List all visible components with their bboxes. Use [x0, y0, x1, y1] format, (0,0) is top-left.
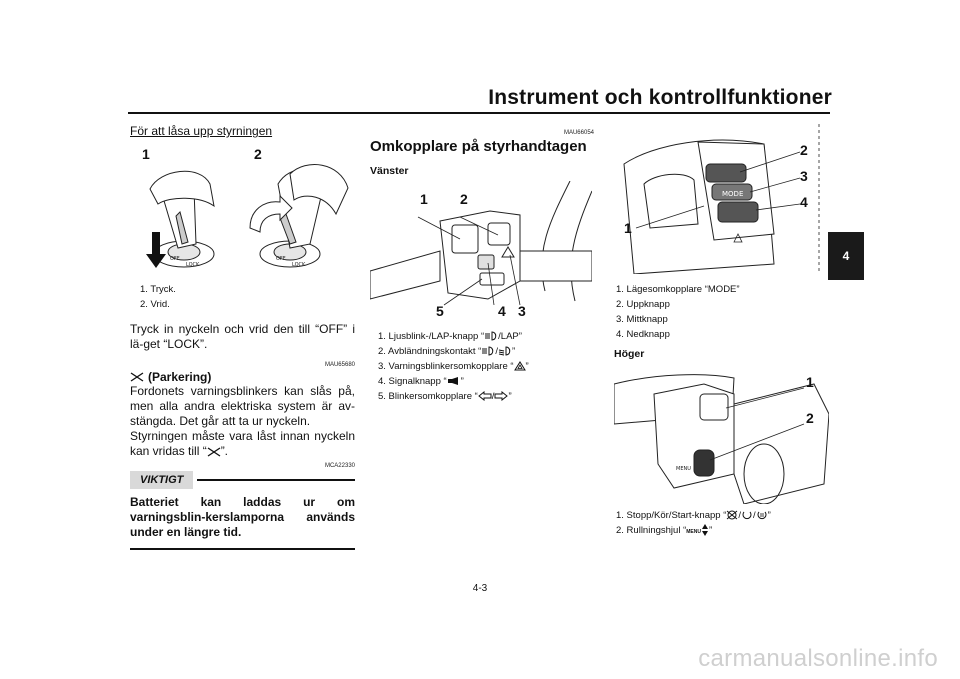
- engine-start-icon: [756, 510, 768, 520]
- caption-item: 2. Rullningshjul “MENU ”: [616, 525, 713, 536]
- right-switch-captions: [616, 508, 830, 540]
- caption-item: 1. Lägesomkopplare “MODE”: [616, 284, 740, 295]
- callout-2: 2: [460, 191, 468, 207]
- header-rule: [128, 112, 830, 114]
- steering-text-before: Styrningen måste vara låst innan nyckeln kan vridas till “: [130, 429, 355, 458]
- callout-1: 1: [806, 374, 814, 390]
- key-figure-captions: [140, 282, 355, 312]
- reference-code: MAU66054: [563, 130, 594, 136]
- notice-rule: [197, 479, 355, 481]
- callout-5: 5: [436, 303, 444, 319]
- left-switch-illustration: [370, 181, 592, 321]
- scroll-wheel-icon: [701, 524, 709, 536]
- caption-item: 5. Blinkersomkopplare “ / ”: [378, 391, 512, 402]
- steering-text-after: ”.: [220, 444, 229, 458]
- caption-item: 1. Stopp/Kör/Start-knapp “ / / ”: [616, 510, 771, 521]
- caption-item: 4. Nedknapp: [616, 329, 670, 340]
- caption-item: 2. Uppknapp: [616, 299, 670, 310]
- lock-text: LOCK: [186, 262, 200, 268]
- callout-1: 1: [142, 146, 150, 162]
- steering-lock-text: [130, 429, 355, 459]
- parking-icon: [207, 447, 221, 457]
- right-switch-illustration: [614, 364, 829, 504]
- mode-text: MODE: [722, 190, 744, 198]
- notice-bottom-rule: [130, 548, 355, 550]
- callout-4: 4: [498, 303, 506, 319]
- key-illustration: [130, 144, 355, 274]
- parking-label: (Parkering): [148, 370, 212, 384]
- callout-3: 3: [800, 168, 808, 184]
- low-beam-icon: [498, 346, 512, 356]
- caption-item: 1. Tryck.: [140, 284, 176, 295]
- unlock-steering-subheading: För att låsa upp styrningen: [130, 124, 273, 138]
- right-switch-figure: [614, 364, 829, 504]
- page-header-title: Instrument och kontrollfunktioner: [488, 86, 832, 109]
- horn-icon: [447, 376, 461, 386]
- off-text-2: OFF: [276, 256, 286, 262]
- caption-item: 1. Ljusblink-/LAP-knapp “ /LAP”: [378, 331, 522, 342]
- callout-3: 3: [518, 303, 526, 319]
- middle-column: [370, 120, 594, 404]
- mode-switch-illustration: [614, 124, 829, 274]
- left-switch-figure: [370, 181, 592, 321]
- notice-badge: VIKTIGT: [130, 471, 193, 489]
- key-figure: [130, 144, 355, 274]
- caption-item: 3. Varningsblinkersomkopplare “ ”: [378, 361, 529, 372]
- parking-icon: [130, 372, 144, 382]
- callout-2: 2: [800, 142, 808, 158]
- notice-text: Batteriet kan laddas ur om varningsblin-kerslamporna används under en längre tid.: [130, 495, 355, 539]
- engine-run-icon: [741, 510, 753, 520]
- caption-item: 3. Mittknapp: [616, 314, 668, 325]
- turn-left-icon: [478, 391, 492, 401]
- menu-text: MENU: [676, 466, 691, 472]
- left-switch-captions: [378, 329, 594, 404]
- parking-heading: [130, 370, 355, 384]
- high-beam-icon: [484, 331, 498, 341]
- right-column: [614, 120, 830, 540]
- callout-1: 1: [420, 191, 428, 207]
- callout-4: 4: [800, 194, 808, 210]
- page-number: 4-3: [472, 583, 488, 594]
- turn-right-icon: [494, 391, 508, 401]
- callout-2: 2: [806, 410, 814, 426]
- hazard-icon: [514, 361, 526, 371]
- left-column: [130, 120, 355, 550]
- menu-wheel-label: MENU: [686, 529, 701, 535]
- lock-text-2: LOCK: [292, 262, 306, 268]
- instruction-text: Tryck in nyckeln och vrid den till “OFF” i lä-get “LOCK”.: [130, 322, 355, 351]
- mode-switch-captions: [616, 282, 830, 342]
- parking-description: Fordonets varningsblinkers kan slås på, men alla andra elektriska system är av-stängda. Det går att ta ur nyckeln.: [130, 384, 355, 428]
- high-beam-icon: [481, 346, 495, 356]
- off-text: OFF: [170, 256, 180, 262]
- notice-header: [130, 471, 355, 489]
- section-tab: 4: [828, 232, 864, 280]
- right-subheading: Höger: [614, 348, 645, 360]
- switches-heading: Omkopplare på styrhandtagen: [370, 138, 587, 155]
- caption-item: 4. Signalknapp “ ”: [378, 376, 464, 387]
- reference-code: MCA22330: [324, 463, 355, 469]
- engine-stop-icon: [726, 510, 738, 520]
- watermark: carmanualsonline.info: [698, 645, 938, 672]
- callout-2: 2: [254, 146, 262, 162]
- mode-switch-figure: [614, 124, 829, 274]
- caption-item: 2. Vrid.: [140, 299, 170, 310]
- callout-1: 1: [624, 220, 632, 236]
- caption-item: 2. Avbländningskontakt “ / ”: [378, 346, 516, 357]
- reference-code: MAU65680: [324, 362, 355, 368]
- left-subheading: Vänster: [370, 165, 409, 177]
